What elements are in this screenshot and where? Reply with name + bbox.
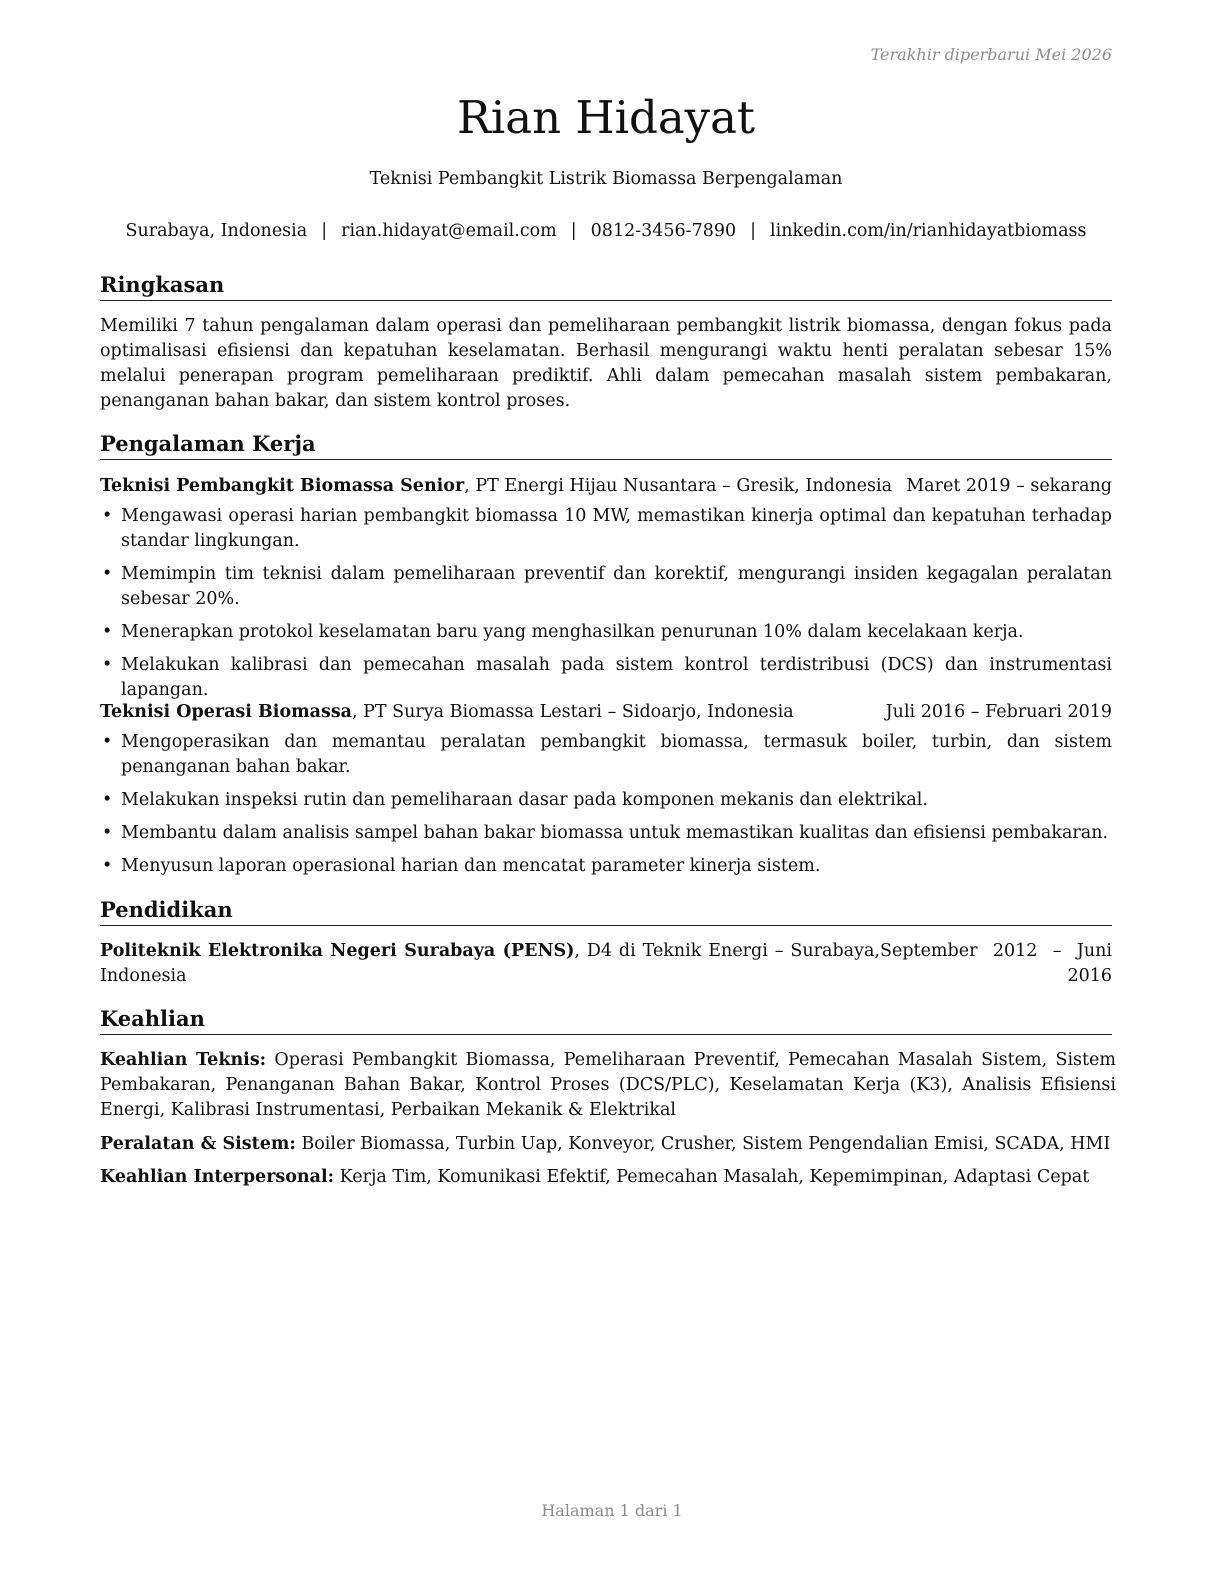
list-item: • Melakukan kalibrasi dan pemecahan masalah pada sistem kontrol terdistribusi (DCS) dan instrumentasi lapangan. [100, 653, 1112, 703]
skill-group-technical [100, 1048, 1116, 1123]
contact-separator: | [570, 221, 577, 241]
section-title-experience: Pengalaman Kerja [100, 430, 1112, 460]
section-title-summary: Ringkasan [100, 271, 1112, 301]
section-title-education: Pendidikan [100, 896, 1112, 926]
job-role: Teknisi Operasi Biomassa [100, 702, 353, 722]
resume-page [100, 0, 1117, 1584]
skill-text: Operasi Pembangkit Biomassa, Pemeliharaan Preventif, Pemecahan Masalah Sistem, Sistem Pembakaran, Penanganan Bahan Bakar, Kontrol Proses (DCS/PLC), Keselamatan Kerja (K3), Analisis Efisiensi Energi, Kalibrasi Instrumentasi, Perbaikan Mekanik & Elektrikal [100, 1050, 1117, 1120]
skill-label: Keahlian Interpersonal: [100, 1167, 335, 1187]
job-dates: Juli 2016 – Februari 2019 [885, 702, 1112, 722]
job-title-line [100, 700, 794, 725]
job-bullets [100, 730, 1112, 887]
contact-phone: 0812-3456-7890 [590, 221, 737, 241]
contact-separator: | [750, 221, 757, 241]
list-item: • Menyusun laporan operasional harian dan mencatat parameter kinerja sistem. [100, 854, 1112, 879]
last-updated: Terakhir diperbarui Mei 2026 [870, 45, 1112, 64]
contact-separator: | [321, 221, 328, 241]
list-item: • Mengoperasikan dan memantau peralatan pembangkit biomassa, termasuk boiler, turbin, dan sistem penanganan bahan bakar. [100, 730, 1112, 780]
skill-group-interpersonal [100, 1165, 1116, 1190]
education-detail: , D4 di Teknik Energi – Surabaya, Indonesia [100, 941, 880, 986]
job-header [100, 700, 1112, 725]
list-item: • Menerapkan protokol keselamatan baru yang menghasilkan penurunan 10% dalam kecelakaan kerja. [100, 620, 1112, 645]
job-dates: Maret 2019 – sekarang [906, 476, 1112, 496]
section-title-skills: Keahlian [100, 1005, 1112, 1035]
job-bullets [100, 504, 1112, 711]
skill-label: Keahlian Teknis: [100, 1050, 267, 1070]
contact-email[interactable]: rian.hidayat@email.com [341, 221, 557, 241]
contact-location: Surabaya, Indonesia [125, 221, 308, 241]
job-role: Teknisi Pembangkit Biomassa Senior [100, 476, 465, 496]
skill-text: Boiler Biomassa, Turbin Uap, Konveyor, Crusher, Sistem Pengendalian Emisi, SCADA, HMI [295, 1134, 1111, 1154]
education-institution [100, 939, 880, 989]
contact-line [100, 219, 1112, 243]
job-company: , PT Energi Hijau Nusantara – Gresik, Indonesia [464, 476, 892, 496]
job-header [100, 474, 1112, 499]
job-title-line [100, 474, 892, 499]
summary-text: Memiliki 7 tahun pengalaman dalam operasi dan pemeliharaan pembangkit listrik biomassa, dengan fokus pada optimalisasi efisiensi dan kepatuhan keselamatan. Berhasil mengurangi waktu henti peralatan sebesar 15% melalui penerapan program pemeliharaan prediktif. Ahli dalam pemecahan masalah sistem pembakaran, penanganan bahan bakar, dan sistem kontrol proses. [100, 316, 1112, 411]
candidate-name: Rian Hidayat [457, 91, 755, 144]
job-company: , PT Surya Biomassa Lestari – Sidoarjo, Indonesia [352, 702, 794, 722]
skill-text: Kerja Tim, Komunikasi Efektif, Pemecahan Masalah, Kepemimpinan, Adaptasi Cepat [334, 1167, 1090, 1187]
education-dates: September 2012 – Juni 2016 [880, 941, 1112, 986]
list-item: • Memimpin tim teknisi dalam pemeliharaan preventif dan korektif, mengurangi insiden kegagalan peralatan sebesar 20%. [100, 562, 1112, 612]
page-number: Halaman 1 dari 1 [541, 1501, 683, 1520]
skill-label: Peralatan & Sistem: [100, 1134, 296, 1154]
candidate-tagline: Teknisi Pembangkit Listrik Biomassa Berpengalaman [369, 169, 843, 189]
list-item: • Membantu dalam analisis sampel bahan bakar biomassa untuk memastikan kualitas dan efisiensi pembakaran. [100, 821, 1112, 846]
list-item: • Mengawasi operasi harian pembangkit biomassa 10 MW, memastikan kinerja optimal dan kepatuhan terhadap standar lingkungan. [100, 504, 1112, 554]
education-entry [100, 939, 1112, 989]
list-item: • Melakukan inspeksi rutin dan pemeliharaan dasar pada komponen mekanis dan elektrikal. [100, 788, 1112, 813]
education-school: Politeknik Elektronika Negeri Surabaya (PENS) [100, 941, 575, 961]
skill-group-tools [100, 1132, 1116, 1157]
contact-linkedin[interactable]: linkedin.com/in/rianhidayatbiomass [770, 221, 1087, 241]
